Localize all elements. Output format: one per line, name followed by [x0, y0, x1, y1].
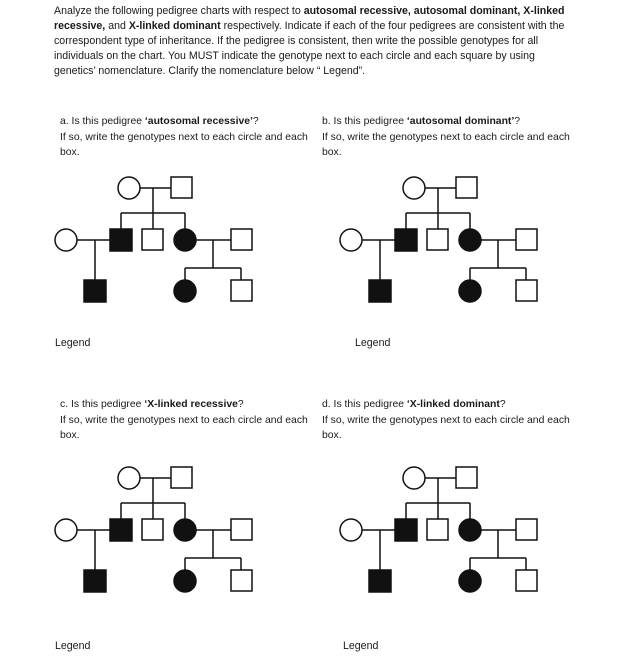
pedigree-a-gen2-affected-female — [174, 229, 196, 251]
pedigree-a-gen2-spouse-female — [55, 229, 77, 251]
pedigree-a-gen1-male — [171, 177, 192, 198]
question-c-prefix: c. Is this pedigree — [60, 399, 145, 410]
pedigree-c-gen2-affected-female — [174, 519, 196, 541]
pedigree-a-gen2-unaffected-male — [142, 229, 163, 250]
pedigree-d-gen2-unaffected-male — [427, 519, 448, 540]
instructions-paragraph — [54, 4, 574, 79]
question-b — [322, 114, 577, 161]
pedigree-c-gen3-unaffected-male — [231, 570, 252, 591]
legend-label-b: Legend — [355, 337, 391, 349]
pedigree-a-gen2-affected-male — [110, 229, 132, 251]
question-d-type: ‘X-linked dominant — [406, 399, 500, 410]
question-a-type: ‘autosomal recessive’ — [144, 116, 253, 127]
legend-label-c: Legend — [55, 640, 91, 652]
pedigree-b-gen1-female — [403, 177, 425, 199]
question-b-type: ‘autosomal dominant’ — [406, 116, 515, 127]
pedigree-d-gen2-affected-female — [459, 519, 481, 541]
intro-text-2: and — [105, 20, 129, 32]
question-d — [322, 397, 577, 444]
pedigree-c-gen1-male — [171, 467, 192, 488]
legend-label-d: Legend — [343, 640, 379, 652]
question-a-instruction: If so, write the genotypes next to each circle and each box. — [60, 131, 308, 158]
pedigree-c-gen2-spouse-male — [231, 519, 252, 540]
question-a — [60, 114, 315, 161]
pedigree-d-gen1-male — [456, 467, 477, 488]
question-c-instruction: If so, write the genotypes next to each circle and each box. — [60, 414, 308, 441]
pedigree-d-gen2-spouse-female — [340, 519, 362, 541]
pedigree-b-gen2-affected-female — [459, 229, 481, 251]
pedigree-a-gen3-unaffected-male — [231, 280, 252, 301]
question-d-suffix: ? — [499, 399, 506, 410]
question-b-instruction: If so, write the genotypes next to each circle and each box. — [322, 131, 570, 158]
pedigree-d-gen2-spouse-male — [516, 519, 537, 540]
pedigree-b-gen2-unaffected-male — [427, 229, 448, 250]
intro-bold-2: X-linked dominant — [128, 20, 221, 32]
question-c-type: ‘X-linked recessive — [144, 399, 238, 410]
pedigree-c-gen1-female — [118, 467, 140, 489]
pedigree-d-gen3-affected-male — [369, 570, 391, 592]
question-a-suffix: ? — [252, 116, 259, 127]
question-a-prefix: a. Is this pedigree — [60, 116, 145, 127]
intro-text-1: Analyze the following pedigree charts with respect to — [54, 5, 304, 17]
pedigree-d-gen3-affected-female — [459, 570, 481, 592]
question-d-instruction: If so, write the genotypes next to each circle and each box. — [322, 414, 570, 441]
pedigree-b-gen2-spouse-female — [340, 229, 362, 251]
pedigree-b-gen3-unaffected-male — [516, 280, 537, 301]
pedigree-a-gen3-affected-female — [174, 280, 196, 302]
pedigree-d-gen1-female — [403, 467, 425, 489]
question-c-suffix: ? — [237, 399, 244, 410]
pedigree-b-gen3-affected-male — [369, 280, 391, 302]
pedigree-a-gen2-spouse-male — [231, 229, 252, 250]
pedigree-b-gen2-affected-male — [395, 229, 417, 251]
pedigree-a-gen3-affected-male — [84, 280, 106, 302]
pedigree-c-gen2-unaffected-male — [142, 519, 163, 540]
pedigree-d-gen2-affected-male — [395, 519, 417, 541]
question-b-prefix: b. Is this pedigree — [322, 116, 407, 127]
pedigree-b-gen3-affected-female — [459, 280, 481, 302]
pedigree-b-gen2-spouse-male — [516, 229, 537, 250]
intro-text-3: respectively. Indicate if each of the four pedigrees are consistent with the correspondent type of inheritance. If the pedigree is consistent, then write the possible genotypes for all individuals on the chart. You MUST indicate the genotype next to each circle and each square by using genetics’ nomenclature. Clarify the nomenclature below “ Legend”. — [54, 20, 565, 77]
pedigree-b-gen1-male — [456, 177, 477, 198]
pedigree-d-gen3-unaffected-male — [516, 570, 537, 591]
pedigree-c-gen3-affected-female — [174, 570, 196, 592]
question-d-prefix: d. Is this pedigree — [322, 399, 407, 410]
intro-bold-1: autosomal recessive, autosomal dominant, X-linked recessive, — [54, 5, 565, 32]
question-c — [60, 397, 315, 444]
pedigree-c-gen2-affected-male — [110, 519, 132, 541]
pedigree-c-gen2-spouse-female — [55, 519, 77, 541]
question-b-suffix: ? — [514, 116, 521, 127]
legend-label-a: Legend — [55, 337, 91, 349]
pedigree-c-gen3-affected-male — [84, 570, 106, 592]
pedigree-a-gen1-female — [118, 177, 140, 199]
